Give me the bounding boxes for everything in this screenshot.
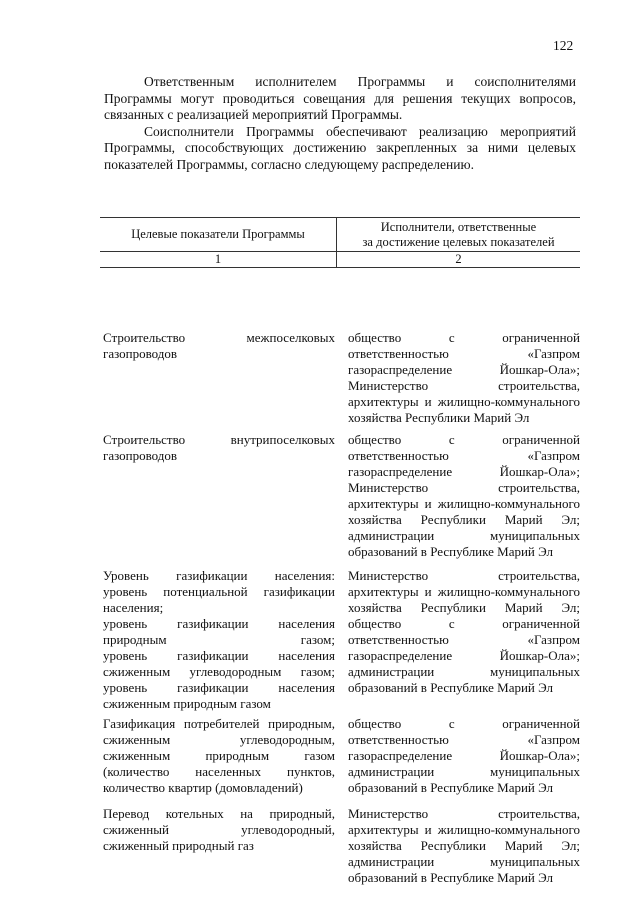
executors-cell xyxy=(348,806,580,886)
header-targets: Целевые показатели Программы xyxy=(100,218,337,251)
cell-line: хозяйства Республики Марий Эл; xyxy=(348,600,580,615)
cell-line: образований в Республике Марий Эл xyxy=(348,544,554,559)
cell-line: газопроводов xyxy=(103,448,178,463)
executors-cell xyxy=(348,568,580,712)
distribution-table xyxy=(100,217,580,885)
table-row xyxy=(100,806,580,886)
cell-line: Министерство строительства, xyxy=(348,806,580,821)
intro-paragraph-2: Соисполнители Программы обеспечивают реализацию мероприятий Программы, способствующих достижению закрепленных за ними целевых показателей Программы, согласно следующему распределению. xyxy=(104,123,576,172)
cell-line: газораспределение Йошкар-Ола»; xyxy=(348,648,580,663)
cell-line: уровень потенциальной газификации xyxy=(103,584,335,599)
cell-line: ответственностью «Газпром xyxy=(348,346,580,361)
cell-line: газораспределение Йошкар-Ола»; xyxy=(348,362,580,377)
cell-line: хозяйства Республики Марий Эл; xyxy=(348,838,580,853)
column-number-2: 2 xyxy=(455,252,462,266)
header-executors-line-2: за достижение целевых показателей xyxy=(362,235,555,249)
cell-line: газораспределение Йошкар-Ола»; xyxy=(348,748,580,763)
cell-line: газораспределение Йошкар-Ола»; xyxy=(348,464,580,479)
cell-line: хозяйства Республики Марий Эл; xyxy=(348,512,580,527)
cell-line: общество с ограниченной xyxy=(348,716,580,731)
cell-line: Перевод котельных на природный, xyxy=(103,806,335,821)
intro-paragraph-1: Ответственным исполнителем Программы и соисполнителями Программы могут проводиться совещания для решения текущих вопросов, связанных с реализацией мероприятий Программы. xyxy=(104,74,576,123)
cell-line: Уровень газификации населения: xyxy=(103,568,335,583)
table-column-numbers xyxy=(100,252,580,268)
column-number-1: 1 xyxy=(100,252,337,267)
page-number: 122 xyxy=(553,38,574,53)
cell-line: Строительство внутрипоселковых xyxy=(103,432,335,447)
cell-line: Министерство строительства, xyxy=(348,378,580,393)
cell-line: общество с ограниченной xyxy=(348,432,580,447)
cell-line: администрации муниципальных xyxy=(348,764,580,779)
cell-line: Строительство межпоселковых xyxy=(103,330,335,345)
cell-line: хозяйства Республики Марий Эл xyxy=(348,410,530,425)
cell-line: Газификация потребителей природным, xyxy=(103,716,335,731)
cell-line: сжиженным углеводородным, xyxy=(103,732,335,747)
cell-line: (количество населенных пунктов, xyxy=(103,764,335,779)
cell-line: Министерство строительства, xyxy=(348,480,580,495)
table-row xyxy=(100,716,580,796)
intro-text xyxy=(104,74,576,174)
cell-line: населения; xyxy=(103,600,164,615)
header-executors xyxy=(337,218,580,251)
executors-cell xyxy=(348,432,580,560)
target-indicator-cell xyxy=(100,806,335,886)
cell-line: уровень газификации населения xyxy=(103,680,335,695)
cell-line: сжиженным углеводородным газом; xyxy=(103,664,335,679)
cell-line: природным газом; xyxy=(103,632,335,647)
cell-line: образований в Республике Марий Эл xyxy=(348,780,554,795)
table-row xyxy=(100,432,580,560)
cell-line: администрации муниципальных xyxy=(348,528,580,543)
cell-line: ответственностью «Газпром xyxy=(348,632,580,647)
cell-line: уровень газификации населения xyxy=(103,616,335,631)
cell-line: архитектуры и жилищно-коммунального xyxy=(348,496,580,511)
target-indicator-cell xyxy=(100,432,335,560)
table-row xyxy=(100,568,580,712)
target-indicator-cell xyxy=(100,330,335,426)
cell-line: общество с ограниченной xyxy=(348,330,580,345)
target-indicator-cell xyxy=(100,568,335,712)
cell-line: сжиженный углеводородный, xyxy=(103,822,335,837)
cell-line: Министерство строительства, xyxy=(348,568,580,583)
cell-line: сжиженным природным газом xyxy=(103,748,335,763)
cell-line: уровень газификации населения xyxy=(103,648,335,663)
executors-cell xyxy=(348,330,580,426)
cell-line: архитектуры и жилищно-коммунального xyxy=(348,394,580,409)
cell-line: архитектуры и жилищно-коммунального xyxy=(348,822,580,837)
cell-line: ответственностью «Газпром xyxy=(348,732,580,747)
cell-line: образований в Республике Марий Эл xyxy=(348,680,554,695)
cell-line: ответственностью «Газпром xyxy=(348,448,580,463)
cell-line: администрации муниципальных xyxy=(348,664,580,679)
cell-line: количество квартир (домовладений) xyxy=(103,780,303,795)
cell-line: архитектуры и жилищно-коммунального xyxy=(348,584,580,599)
cell-line: сжиженным природным газом xyxy=(103,696,271,711)
cell-line: газопроводов xyxy=(103,346,178,361)
table-row xyxy=(100,330,580,426)
cell-line: образований в Республике Марий Эл xyxy=(348,870,554,885)
cell-line: общество с ограниченной xyxy=(348,616,580,631)
cell-line: сжиженный природный газ xyxy=(103,838,254,853)
header-executors-line-1: Исполнители, ответственные xyxy=(380,220,537,234)
executors-cell xyxy=(348,716,580,796)
target-indicator-cell xyxy=(100,716,335,796)
table-header xyxy=(100,217,580,252)
cell-line: администрации муниципальных xyxy=(348,854,580,869)
